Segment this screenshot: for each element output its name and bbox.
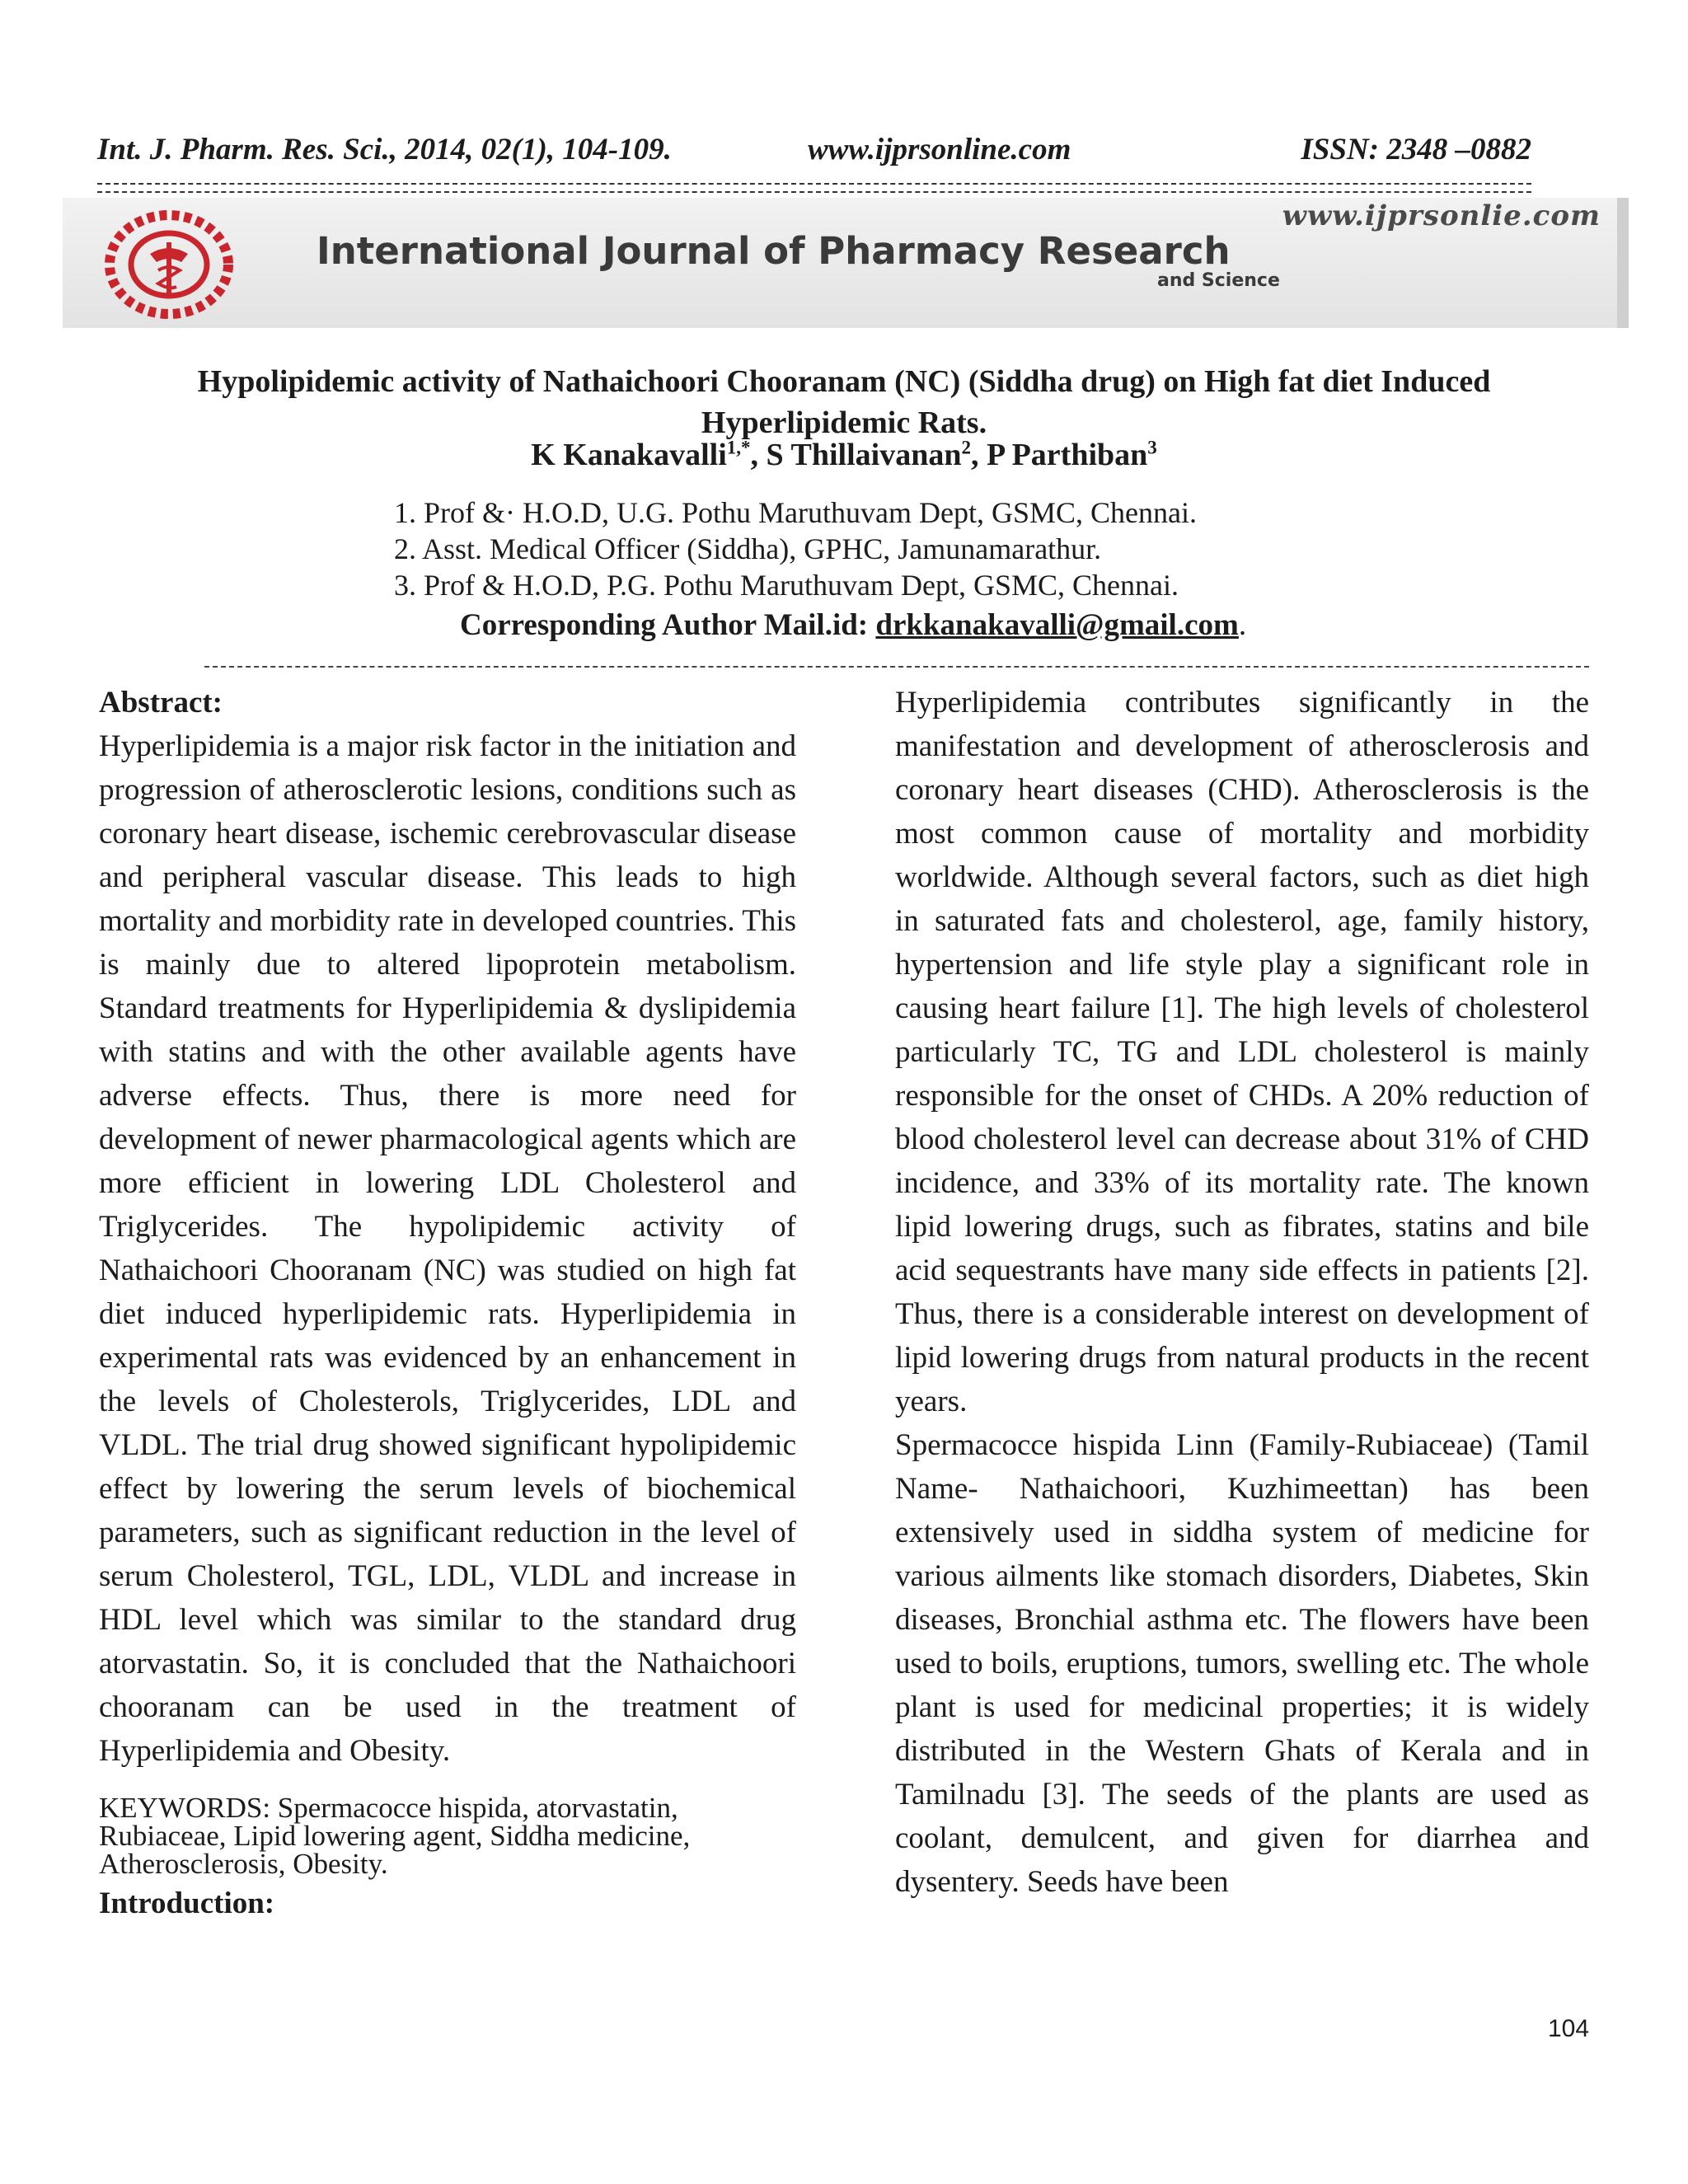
banner-edge [1617, 198, 1629, 328]
journal-citation: Int. J. Pharm. Res. Sci., 2014, 02(1), 104-109. [97, 133, 672, 166]
affiliation-item: 2. Asst. Medical Officer (Siddha), GPHC, Jamunamarathur. [394, 532, 1102, 565]
running-header [97, 132, 1531, 178]
left-column [99, 681, 796, 1925]
introduction-heading: Introduction: [99, 1886, 275, 1920]
banner-journal-name: International Journal of Pharmacy Research [316, 229, 1231, 273]
corresponding-period: . [1238, 608, 1247, 642]
header-rule [97, 183, 1531, 193]
affiliation-item: 3. Prof & H.O.D, P.G. Pothu Maruthuvam Dept, GSMC, Chennai. [394, 569, 1179, 602]
affiliation-item: 1. Prof &· H.O.D, U.G. Pothu Maruthuvam Dept, GSMC, Chennai. [394, 496, 1197, 529]
journal-banner [63, 198, 1629, 328]
title-rule [204, 666, 1589, 668]
journal-logo-icon [104, 209, 234, 320]
author-name: S Thillaivanan [766, 438, 962, 472]
author-name: K Kanakavalli [531, 438, 727, 472]
corresponding-email-link[interactable]: drkkanakavalli@gmail.com [875, 608, 1239, 642]
journal-website: www.ijprsonline.com [808, 133, 1071, 166]
author-affiliation-mark: 3 [1147, 437, 1157, 458]
author-affiliation-mark: 2 [961, 437, 971, 458]
right-column [895, 681, 1589, 1904]
author-separator: , [970, 438, 987, 472]
abstract-heading: Abstract: [99, 686, 223, 719]
introduction-paragraph: Hyperlipidemia contributes significantly in the manifestation and development of atherosclerosis and coronary heart diseases (CHD). Atherosclerosis is the most common cause of mortality and morbidity worldwide. Although several factors, such as diet high in saturated fats and cholesterol, age, family history, hypertension and life style play a significant role in causing heart failure [1]. The high levels of cholesterol particularly TC, TG and LDL cholesterol is mainly responsible for the onset of CHDs. A 20% reduction of blood cholesterol level can decrease about 31% of CHD incidence, and 33% of its mortality rate. The known lipid lowering drugs, such as fibrates, statins and bile acid sequestrants have many side effects in patients [2]. Thus, there is a considerable interest on development of lipid lowering drugs from natural products in the recent years. [895, 686, 1589, 1418]
author-list [99, 434, 1589, 476]
banner-url: www.ijprsonlie.com [1282, 199, 1601, 232]
article-title: Hypolipidemic activity of Nathaichoori Chooranam (NC) (Siddha drug) on High fat diet Induced Hyperlipidemic Rats. [197, 364, 1491, 440]
author-separator: , [750, 438, 767, 472]
author-affiliation-mark: 1,* [726, 437, 751, 458]
banner-journal-subtitle: and Science [1157, 270, 1280, 291]
affiliation-list [394, 494, 1383, 603]
keywords: KEYWORDS: Spermacocce hispida, atorvastatin, Rubiaceae, Lipid lowering agent, Siddha medicine, Atherosclerosis, Obesity. [99, 1792, 691, 1880]
introduction-paragraph: Spermacocce hispida Linn (Family-Rubiaceae) (Tamil Name- Nathaichoori, Kuzhimeettan) has been extensively used in siddha system of medicine for various ailments like stomach disorders, Diabetes, Skin diseases, Bronchial asthma etc. The flowers have been used to boils, eruptions, tumors, swelling etc. The whole plant is used for medicinal properties; it is widely distributed in the Western Ghats of Kerala and in Tamilnadu [3]. The seeds of the plants are used as coolant, demulcent, and given for diarrhea and dysentery. Seeds have been [895, 1428, 1589, 1899]
issn: ISSN: 2348 –0882 [1301, 133, 1531, 166]
corresponding-author [460, 607, 1246, 643]
page-number: 104 [1548, 2015, 1590, 2042]
abstract-text: Hyperlipidemia is a major risk factor in the initiation and progression of atherosclerotic lesions, conditions such as coronary heart disease, ischemic cerebrovascular disease and peripheral vascular disease. This leads to high mortality and morbidity rate in developed countries. This is mainly due to altered lipoprotein metabolism. Standard treatments for Hyperlipidemia & dyslipidemia with statins and with the other available agents have adverse effects. Thus, there is more need for development of newer pharmacological agents which are more efficient in lowering LDL Cholesterol and Triglycerides. The hypolipidemic activity of Nathaichoori Chooranam (NC) was studied on high fat diet induced hyperlipidemic rats. Hyperlipidemia in experimental rats was evidenced by an enhancement in the levels of Cholesterols, Triglycerides, LDL and VLDL. The trial drug showed significant hypolipidemic effect by lowering the serum levels of biochemical parameters, such as significant reduction in the level of serum Cholesterol, TGL, LDL, VLDL and increase in HDL level which was similar to the standard drug atorvastatin. So, it is concluded that the Nathaichoori chooranam can be used in the treatment of Hyperlipidemia and Obesity. [99, 729, 797, 1768]
corresponding-label: Corresponding Author Mail.id: [460, 608, 869, 642]
author-name: P Parthiban [986, 438, 1148, 472]
